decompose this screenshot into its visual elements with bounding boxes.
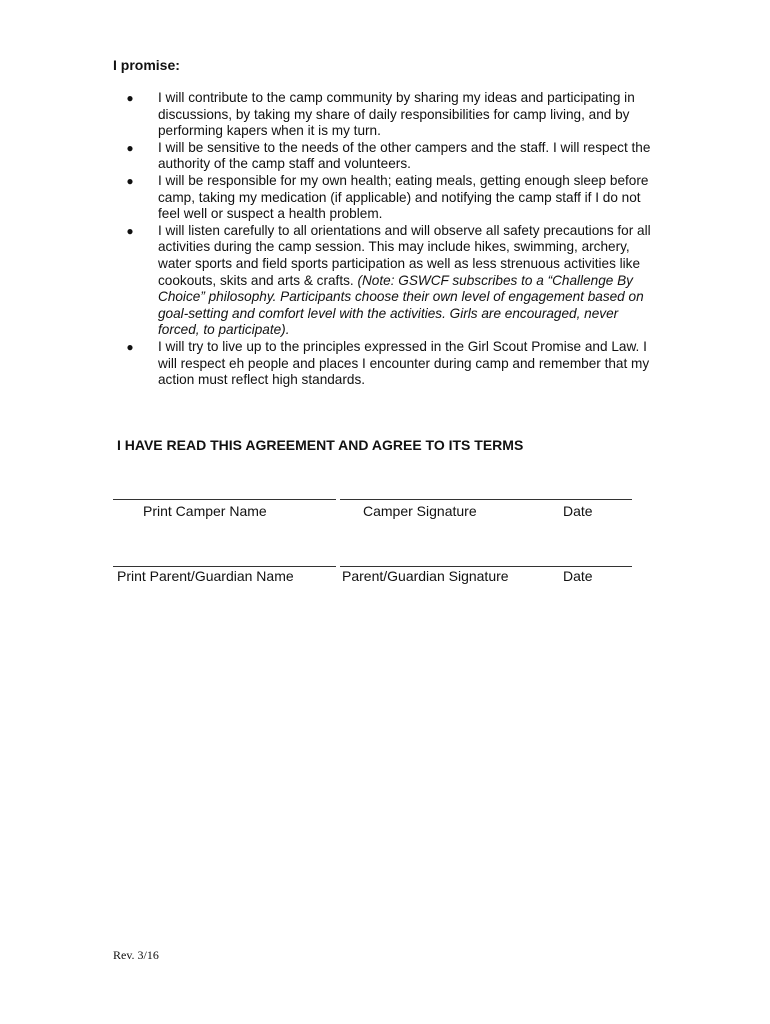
list-item xyxy=(120,90,660,140)
bullet-icon: ● xyxy=(126,140,134,155)
promise-text: I will listen carefully to all orientations and will observe all safety precautions for all activities during the camp session. This may include hikes, swimming, archery, water sports and field sports participation as well as less strenuous activities like cookouts, skits and arts & crafts. xyxy=(158,222,651,288)
parent-signature-label: Parent/Guardian Signature xyxy=(342,568,509,584)
parent-signature-line[interactable] xyxy=(340,566,632,567)
promise-list xyxy=(120,90,660,389)
list-item xyxy=(120,173,660,223)
camper-name-label: Print Camper Name xyxy=(143,503,267,519)
parent-name-label: Print Parent/Guardian Name xyxy=(117,568,294,584)
camper-name-line[interactable] xyxy=(113,499,336,500)
bullet-icon: ● xyxy=(126,339,134,354)
list-item xyxy=(120,339,660,389)
bullet-icon: ● xyxy=(126,223,134,238)
agreement-statement: I HAVE READ THIS AGREEMENT AND AGREE TO ITS TERMS xyxy=(117,437,524,453)
camper-signature-line[interactable] xyxy=(340,499,632,500)
camper-signature-label: Camper Signature xyxy=(363,503,477,519)
list-item xyxy=(120,223,660,339)
camper-date-label: Date xyxy=(563,503,593,519)
parent-date-label: Date xyxy=(563,568,593,584)
promise-text: I will be responsible for my own health; eating meals, getting enough sleep before camp, taking my medication (if applicable) and notifying the camp staff if I do not feel well or suspect a health problem. xyxy=(158,172,649,222)
list-item xyxy=(120,140,660,173)
section-heading: I promise: xyxy=(113,57,180,73)
promise-text: I will try to live up to the principles expressed in the Girl Scout Promise and Law. I will respect eh people and places I encounter during camp and remember that my action must reflect high standards. xyxy=(158,338,650,388)
bullet-icon: ● xyxy=(126,173,134,188)
parent-name-line[interactable] xyxy=(113,566,336,567)
promise-text: I will be sensitive to the needs of the other campers and the staff. I will respect the authority of the camp staff and volunteers. xyxy=(158,139,651,172)
bullet-icon: ● xyxy=(126,91,134,105)
promise-text: I will contribute to the camp community by sharing my ideas and participating in discussions, by taking my share of daily responsibilities for camp living, and by performing kapers when it is my turn. xyxy=(158,90,635,139)
revision-footer: Rev. 3/16 xyxy=(113,948,159,962)
promise-note: (Note: GSWCF subscribes to a “Challenge By Choice” philosophy. Participants choose their own level of engagement based on goal-setting and comfort level with the activities. Girls are encouraged, never forced, to participate). xyxy=(158,272,644,338)
